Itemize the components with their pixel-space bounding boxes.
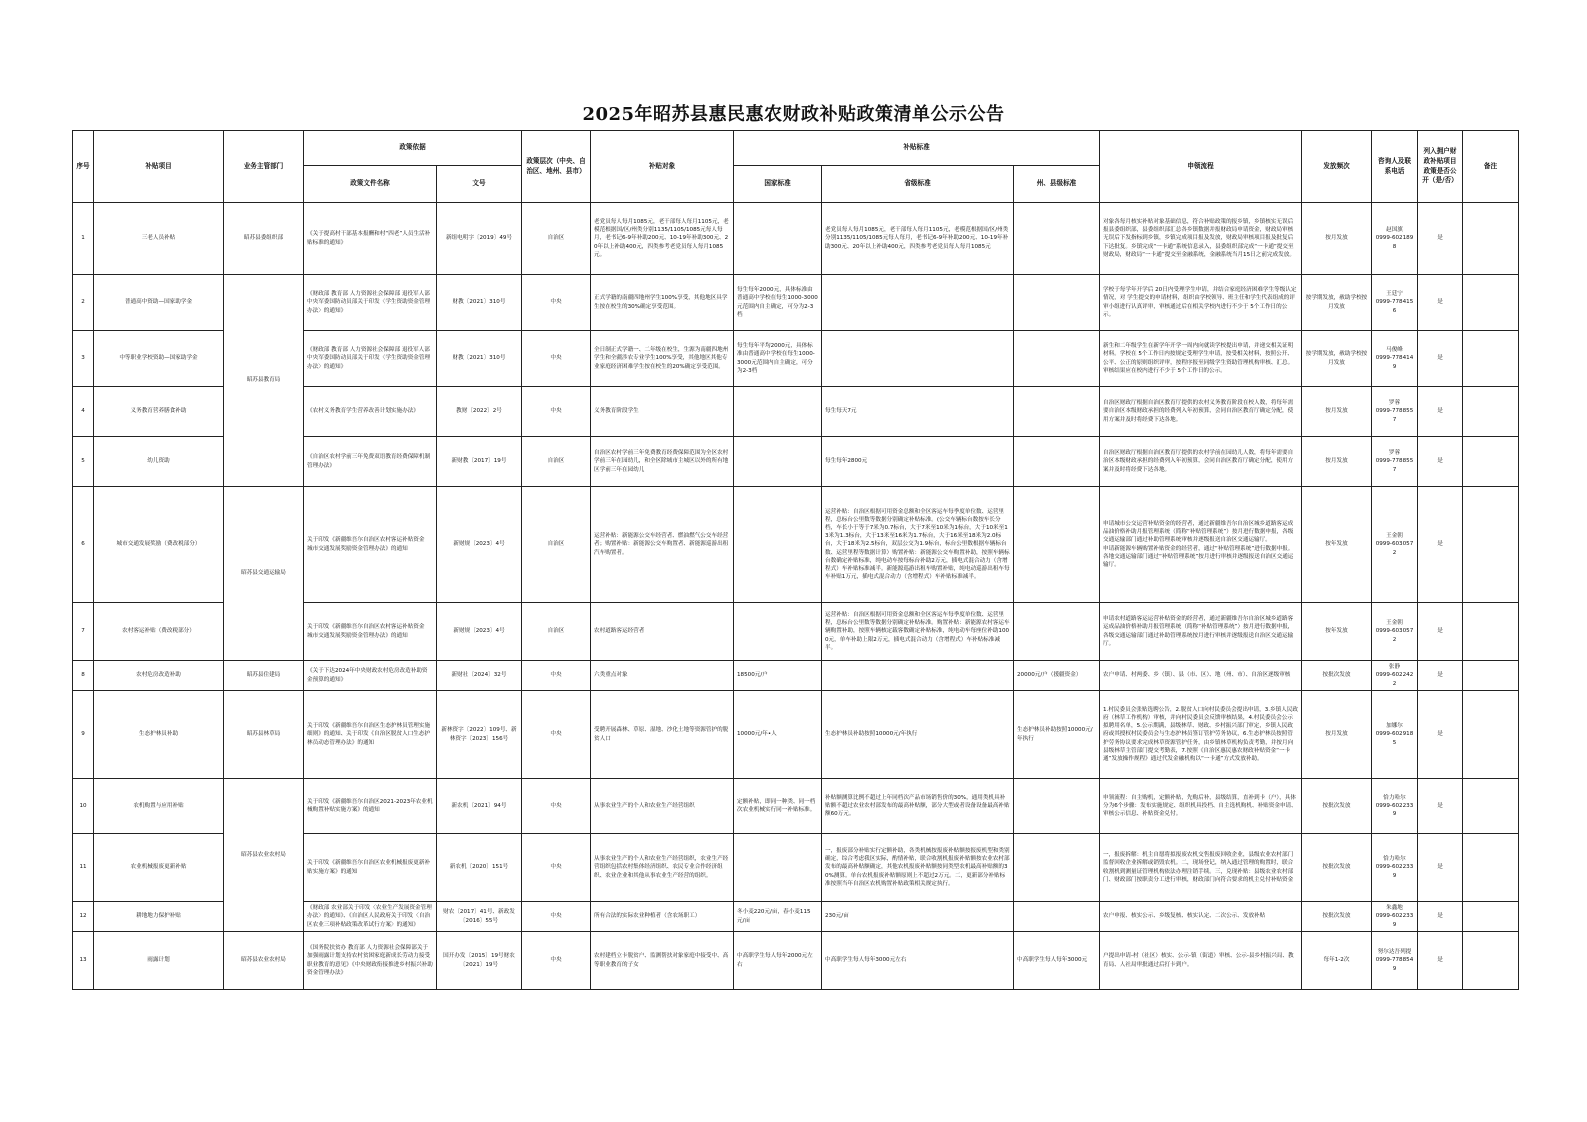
cell-policy: 《农村义务教育学生营养改善计划实施办法》 [304, 387, 437, 437]
cell-process: 申请城市公交运营补贴资金的经营者，通过新疆维吾尔自治区城乡道路客运成品油价格补助月报管理系统（简称“补贴管理系统”）按月进行数据申报，各级交通运输部门通过补助管理系统审核并逐级报送自治区交通运输厅。 申请新能源车辆购置补贴资金的经营者，通过“补贴管理系统”进行数据申报。各地交通运输部门通过“补贴管理系统”按月进行审核并逐级报送自治区交通运输厅。 [1100, 487, 1302, 603]
cell-province: 一，报废部分补贴实行定额补助，各类机械按报废补贴额按报废机型和类别确定，综合考虑我区实际，酌情补贴，联合收割机报废补贴额按农业农村部发布的最高补贴额确定，其他农机报废补贴额按同类型农机最高补贴额的30%测算。单台农机报废补贴额原则上不超过2万元。二，更新部分补贴标准按照当年自治区农机购置补贴政策相关规定执行。 [822, 834, 1014, 902]
cell-county [1014, 603, 1100, 661]
cell-national [734, 834, 822, 902]
cell-seq: 11 [73, 834, 94, 902]
cell-level: 中央 [522, 902, 591, 932]
cell-county: 20000元/户（援疆资金） [1014, 661, 1100, 691]
cell-level: 自治区 [522, 203, 591, 275]
cell-contact: 马俊峰 0999-7784149 [1372, 331, 1418, 387]
header-basis: 政策依据 [304, 131, 522, 166]
page-title: 2025年昭苏县惠民惠农财政补贴政策清单公示公告 [582, 104, 1005, 125]
table-header [73, 131, 1519, 203]
cell-public: 是 [1418, 331, 1463, 387]
cell-item: 普通高中资助—国家助学金 [94, 275, 224, 331]
cell-target: 受聘开展森林、草原、湿地、沙化土地等资源管护的脱贫人口 [591, 691, 734, 779]
cell-note [1463, 331, 1519, 387]
cell-freq: 按批次发放 [1302, 661, 1372, 691]
table-row [73, 487, 1519, 603]
cell-policy: 《自治区农村学前三年免费双语教育经费保障机制管理办法》 [304, 437, 437, 487]
cell-county [1014, 275, 1100, 331]
cell-item: 城市交通发展奖励（费改税部分） [94, 487, 224, 603]
table-row [73, 932, 1519, 990]
cell-public: 是 [1418, 779, 1463, 834]
cell-seq: 6 [73, 487, 94, 603]
cell-province: 运营补贴：自治区根据可用资金总额和全区客运车每季度单位数、运营里程，总标台公里数等数据分别确定补贴标准。购置补贴：新能源农村客运车辆购置补助，按照车辆核定载客数确定补贴标准，纯电动车每座位补助1000元，单车补助上限2万元，插电式混合动力（含增程式）车补贴标准减半。 [822, 603, 1014, 661]
cell-note [1463, 387, 1519, 437]
cell-policy: 《关于提高村干部基本报酬和村“四老”人员生活补贴标准的通知》 [304, 203, 437, 275]
cell-process: 一，报废拆解：机主自愿将拟报废农机交售报废回收企业，县级农业农村部门监督回收企业拆解或销毁农机。二，现场登记，纳入通过管理的购置时，联合收割机到测量证管理机构依法办理注销手续。三，兑现补贴：县级农业农村部门、财政部门按职责分工进行审核，财政部门向符合要求的机主兑付补贴资金 [1100, 834, 1302, 902]
header-target: 补贴对象 [591, 131, 734, 203]
cell-item: 三老人员补贴 [94, 203, 224, 275]
cell-note [1463, 779, 1519, 834]
cell-docno: 新组电明字〔2019〕49号 [437, 203, 522, 275]
cell-public: 是 [1418, 487, 1463, 603]
cell-docno: 国开办发〔2015〕19号财农〔2021〕19号 [437, 932, 522, 990]
cell-freq: 按年发放 [1302, 487, 1372, 603]
cell-level: 中央 [522, 275, 591, 331]
cell-target: 老党员每人每月1085元，老干部每人每月1105元，老模范根据国/区/州类分别1135/1105/1085元每人每月，老书记6-9年补助200元、10-19年补助300元、20年以上补助400元，四类参考老党员每人每月1085元。 [591, 203, 734, 275]
cell-note [1463, 691, 1519, 779]
cell-process: 新生和二年级学生在新学年开学一周内向就读学校提出申请，并递交相关证明材料。学校在 5个工作日内按规定受理学生申请，按受相关材料，按照公开、公平、公正的原则组织评审，按程序报至同级学生资助管理机构审核、汇总。审核结果应在校内进行不少于 5个工作日的公示。 [1100, 331, 1302, 387]
cell-item: 农村危房改造补助 [94, 661, 224, 691]
cell-docno: 新农机〔2020〕151号 [437, 834, 522, 902]
cell-seq: 12 [73, 902, 94, 932]
cell-target: 义务教育阶段学生 [591, 387, 734, 437]
cell-policy: 关于印发《新疆维吾尔自治区农业机械报废更新补贴实施方案》的通知 [304, 834, 437, 902]
cell-level: 自治区 [522, 487, 591, 603]
cell-contact: 罗蓉 0999-7788557 [1372, 437, 1418, 487]
cell-national [734, 437, 822, 487]
cell-province: 每生每年2800元 [822, 437, 1014, 487]
cell-seq: 9 [73, 691, 94, 779]
cell-seq: 13 [73, 932, 94, 990]
cell-docno: 新财规〔2023〕4号 [437, 487, 522, 603]
cell-province: 运营补贴：自治区根据可用资金总额和全区客运车每季度单位数、运营里程，总标台公里数等数据分别确定补贴标准。(公交车辆标台数按车长分档，车长小于等于7米为0.7标台，大于7米至10米为1标台，大于10米至13米为1.3标台，大于13米至16米为1.7标台，大于16米至18米为2.0标台，大于18米为2.5标台，双层公交为1.9标台，标台公里数根据车辆标台数、运营里程等数据计算）购置补贴：新能源公交车购置补助，按照车辆标台数确定补贴标准，纯电动车按每标台补助2万元，插电式混合动力（含增程式）车补贴标准减半。新能源巡游出租车购置补贴，纯电动巡游出租车每车补贴1万元，插电式混合动力（含增程式）车补贴标准减半。 [822, 487, 1014, 603]
cell-public: 是 [1418, 603, 1463, 661]
header-contact: 咨询人及联系电话 [1372, 131, 1418, 203]
cell-national [734, 203, 822, 275]
cell-docno: 财教〔2021〕310号 [437, 331, 522, 387]
header-process: 申领流程 [1100, 131, 1302, 203]
cell-dept: 昭苏县林草局 [224, 691, 304, 779]
cell-policy: 《财政部 农业部关于印发〈农业生产发展资金管理办法〉的通知》、《自治区人民政府关于印发〈自治区农业三项补贴政策改革试行方案〉的通知》 [304, 902, 437, 932]
cell-dept: 昭苏县农业农村局 [224, 779, 304, 932]
table-row [73, 661, 1519, 691]
cell-province: 老党员每人每月1085元，老干部每人每月1105元，老模范根据国/区/州类分别1135/1105/1085元每人每月，老书记6-9年补助200元、10-19年补助300元、20年以上补助400元，四类参考老党员每人每月1085元 [822, 203, 1014, 275]
cell-item: 中等职业学校资助—国家助学金 [94, 331, 224, 387]
cell-seq: 2 [73, 275, 94, 331]
cell-policy: 关于印发《新疆维吾尔自治区农村客运补贴资金 城市交通发展奖励资金管理办法》的通知 [304, 603, 437, 661]
cell-county: 中高职学生每人每年3000元 [1014, 932, 1100, 990]
cell-freq: 按月发放 [1302, 437, 1372, 487]
cell-seq: 4 [73, 387, 94, 437]
cell-process: 户提出申请-村（社区）核实、公示-镇（街道）审核、公示-县乡村振兴局、教育局、人社局审批通过后打卡到户。 [1100, 932, 1302, 990]
cell-dept: 昭苏县委组织部 [224, 203, 304, 275]
cell-level: 自治区 [522, 603, 591, 661]
cell-national: 冬小麦220元/亩，春小麦115元/亩 [734, 902, 822, 932]
cell-freq: 按学期发放，赦助学校按月发放 [1302, 331, 1372, 387]
cell-note [1463, 834, 1519, 902]
cell-item: 耕地地力保护补贴 [94, 902, 224, 932]
cell-county [1014, 331, 1100, 387]
cell-county [1014, 779, 1100, 834]
header-public: 列入拥户财政补贴项目政策是否公开（是/否） [1418, 131, 1463, 203]
cell-county [1014, 902, 1100, 932]
cell-contact: 王廷宁 0999-7784156 [1372, 275, 1418, 331]
cell-national: 10000元/年•人 [734, 691, 822, 779]
cell-contact: 罗蓉 0999-7788557 [1372, 387, 1418, 437]
cell-target: 农村建档立卡脱贫户、监测帮扶对象家庭中接受中、高等职业教育的子女 [591, 932, 734, 990]
cell-process: 对象各每月核实补贴对象基础信息，符合补贴政策的报乡镇，乡镇核实无误后报县委组织部，县委组织部汇总各乡镇数据并报财政局申请资金，财政局审核无误后下发指标到乡镇，乡镇完成项目报及发放，财政局审核项目报及批复后下达批复。乡镇完成“一卡通”系统信息录入，县委组织部完成“一卡通”提交至财政局，财政局“一卡通”提交至金融系统，金融系统当月15日之前完成发放。 [1100, 203, 1302, 275]
header-item: 补贴项目 [94, 131, 224, 203]
cell-seq: 7 [73, 603, 94, 661]
cell-dept: 昭苏县交通运输局 [224, 487, 304, 661]
cell-item: 农业机械报废更新补贴 [94, 834, 224, 902]
cell-note [1463, 275, 1519, 331]
cell-docno: 新财教〔2017〕19号 [437, 437, 522, 487]
cell-public: 是 [1418, 387, 1463, 437]
cell-freq: 按月发放 [1302, 691, 1372, 779]
cell-target: 从事农业生产的个人和农业生产经营组织 [591, 779, 734, 834]
cell-process: 自治区财政厅根据自治区教育厅提供的农村义务教育阶段在校人数，将每年需要自治区本级财政承担的经费列入年初预算，会同自治区教育厅确定分配，使用方案并及时将经费下达各地。 [1100, 387, 1302, 437]
cell-province: 生态护林员补助按照10000元/年执行 [822, 691, 1014, 779]
cell-item: 义务教育营养膳食补助 [94, 387, 224, 437]
cell-note [1463, 603, 1519, 661]
cell-public: 是 [1418, 437, 1463, 487]
cell-dept: 昭苏县住建局 [224, 661, 304, 691]
header-standard: 补贴标准 [734, 131, 1100, 166]
subsidy-table [72, 130, 1519, 990]
cell-seq: 8 [73, 661, 94, 691]
table-body [73, 203, 1519, 990]
cell-public: 是 [1418, 932, 1463, 990]
cell-freq: 按月发放 [1302, 387, 1372, 437]
cell-national: 每生每年平均2000元，具体标准由普通高中学校在每生1000-3000元范围内自主确定，可分为2-3档 [734, 331, 822, 387]
header-basis-no: 文号 [437, 166, 522, 203]
cell-level: 自治区 [522, 437, 591, 487]
cell-county [1014, 487, 1100, 603]
cell-contact: 恰力哈尔 0999-6022339 [1372, 834, 1418, 902]
cell-level: 中央 [522, 387, 591, 437]
cell-level: 中央 [522, 779, 591, 834]
cell-note [1463, 437, 1519, 487]
cell-seq: 1 [73, 203, 94, 275]
cell-policy: 关于印发《新疆维吾尔自治区农村客运补贴资金 城市交通发展奖励资金管理办法》的通知 [304, 487, 437, 603]
cell-target: 自治区农村学前三年免费教育经费保障范围为全区农村学前三年在园幼儿，和全区除城市主城区以外的所有地区学前三年在园幼儿 [591, 437, 734, 487]
cell-freq: 按批次发放 [1302, 834, 1372, 902]
cell-province: 每生每天7元 [822, 387, 1014, 437]
header-std-county: 州、县级标准 [1014, 166, 1100, 203]
cell-public: 是 [1418, 275, 1463, 331]
cell-policy: 《财政部 教育部 人力资源社会保障部 退役军人部 中央军委国防动员部关于印发〈学生资助资金管理办法〉的通知》 [304, 275, 437, 331]
cell-public: 是 [1418, 661, 1463, 691]
cell-contact: 张静 0999-6022422 [1372, 661, 1418, 691]
cell-policy: 《财政部 教育部 人力资源社会保障部 退役军人部 中央军委国防动员部关于印发〈学生资助资金管理办法〉的通知》 [304, 331, 437, 387]
cell-national [734, 603, 822, 661]
cell-process: 1.村民委员会张贴选聘公告，2.脱贫人口向村民委员会提出申请，3.乡镇人民政府（林草工作机构）审核，并向村民委员会反馈审核结果，4.村民委员会公示拟聘用名单，5.公示期满，县级林草、财政、乡村振兴部门审定，乡镇人民政府或其授权村民委员会与生态护林员签订管护劳务协议，6.生态护林员按照管护劳务协议要求完成林草资源管护任务，由乡镇林草机构负责考勤，并按月向县级林草主管部门提交考勤表，7.按照《自治区惠民惠农财政补贴资金“一卡通”发放操作规程》通过代发金融机构以“一卡通”方式发放补助。 [1100, 691, 1302, 779]
cell-seq: 10 [73, 779, 94, 834]
cell-process: 学校于每学年开学后 20日内受理学生申请，并结合家庭经济困难学生等级认定情况，对 学生提交的申请材料，组织由学校领导、班主任和学生代表组成的评审小组进行认真评审，审核通过后在相关学校内进行不少于 5个工作日的公示。 [1100, 275, 1302, 331]
cell-policy: 关于印发《新疆维吾尔自治区2021-2023年农业机械购置补贴实施方案》的通知 [304, 779, 437, 834]
cell-seq: 5 [73, 437, 94, 487]
cell-freq: 按月发放 [1302, 203, 1372, 275]
cell-public: 是 [1418, 203, 1463, 275]
cell-target: 农村道路客运经营者 [591, 603, 734, 661]
cell-public: 是 [1418, 691, 1463, 779]
cell-freq: 每年1-2次 [1302, 932, 1372, 990]
cell-note [1463, 932, 1519, 990]
cell-level: 中央 [522, 331, 591, 387]
cell-freq: 按学期发放，赦助学校按月发放 [1302, 275, 1372, 331]
cell-item: 幼儿资助 [94, 437, 224, 487]
cell-docno: 财农〔2017〕41号、新政发〔2016〕55号 [437, 902, 522, 932]
table-row [73, 691, 1519, 779]
cell-process: 申领流程：自主购机，定额补贴，先购后补，县级结算，直补到卡（户），具体分为6个步骤：发布实施规定、组织机具投档、自主选机购机、补贴资金申请、审核公示信息、补贴资金兑付。 [1100, 779, 1302, 834]
cell-item: 农机购置与应用补贴 [94, 779, 224, 834]
cell-national: 中高职学生每人每年2000元左右 [734, 932, 822, 990]
cell-province [822, 661, 1014, 691]
cell-docno: 新财社〔2024〕32号 [437, 661, 522, 691]
cell-county: 生态护林员补助按照10000元/年执行 [1014, 691, 1100, 779]
cell-policy: 《关于下达2024年中央财政农村危房改造补助资金预算的通知》 [304, 661, 437, 691]
header-level: 政策层次（中央、自治区、地州、县市） [522, 131, 591, 203]
cell-target: 从事农业生产的个人和农业生产经营组织，农业生产经营组织包括农村集体经济组织、农民专业合作经济组织、农业企业和其他从事农业生产经营的组织。 [591, 834, 734, 902]
cell-target: 正式学籍的南疆四地州学生100%享受，其他地区具学生按在校生的30%确定享受范围。 [591, 275, 734, 331]
cell-contact: 赵国旗 0999-6021898 [1372, 203, 1418, 275]
cell-freq: 按批次发放 [1302, 779, 1372, 834]
cell-contact: 王金朝 0999-6030572 [1372, 603, 1418, 661]
cell-contact: 恰力哈尔 0999-6022339 [1372, 779, 1418, 834]
cell-national: 每生每年2000元，具体标准由普通高中学校在每生1000-3000元范围内自主确定，可分为2-3档 [734, 275, 822, 331]
table-row [73, 275, 1519, 331]
cell-public: 是 [1418, 902, 1463, 932]
header-freq: 发放频次 [1302, 131, 1372, 203]
cell-dept: 昭苏县教育局 [224, 275, 304, 487]
header-seq: 序号 [73, 131, 94, 203]
cell-county [1014, 387, 1100, 437]
cell-note [1463, 203, 1519, 275]
cell-docno: 新农机〔2021〕94号 [437, 779, 522, 834]
cell-docno: 教财〔2022〕2号 [437, 387, 522, 437]
cell-item: 生态护林员补助 [94, 691, 224, 779]
header-std-province: 省级标准 [822, 166, 1014, 203]
cell-item: 农村客运补贴（费改税部分） [94, 603, 224, 661]
cell-national [734, 487, 822, 603]
cell-docno: 新财规〔2023〕4号 [437, 603, 522, 661]
cell-level: 中央 [522, 932, 591, 990]
cell-note [1463, 487, 1519, 603]
cell-target: 所有合法的实际农业种植者（含农场职工） [591, 902, 734, 932]
cell-province: 补贴额测算比例不超过上年同档次产品市场销售价的30%，通用类机具补贴额不超过农业农村部发布的最高补贴额，部分大型或者设备设备最高补贴额60万元。 [822, 779, 1014, 834]
table-row [73, 203, 1519, 275]
table-row [73, 779, 1519, 834]
header-dept: 业务主管部门 [224, 131, 304, 203]
cell-county [1014, 203, 1100, 275]
header-note: 备注 [1463, 131, 1519, 203]
cell-national [734, 387, 822, 437]
cell-province [822, 331, 1014, 387]
header-std-national: 国家标准 [734, 166, 822, 203]
cell-contact: 努尔达吾列提 0999-7788549 [1372, 932, 1418, 990]
cell-province: 230元/亩 [822, 902, 1014, 932]
cell-contact: 朱鑫地 0999-6022339 [1372, 902, 1418, 932]
cell-public: 是 [1418, 834, 1463, 902]
cell-level: 中央 [522, 661, 591, 691]
cell-policy: 关于印发《新疆维吾尔自治区生态护林员管理实施细则》的通知、关于印发《自治区脱贫人口生态护林员动态管理办法》的通知 [304, 691, 437, 779]
cell-process: 申请农村道路客运运营补贴资金的经营者，通过新疆维吾尔自治区城乡道路客运成品油价格补助月报管理系统（简称“补贴管理系统”）按月进行数据申报，各级交通运输部门通过补助管理系统按月进行审核并逐级报送自治区交通运输厅。 [1100, 603, 1302, 661]
cell-level: 中央 [522, 691, 591, 779]
cell-contact: 王金朝 0999-6030572 [1372, 487, 1418, 603]
cell-note [1463, 902, 1519, 932]
cell-national: 18500元/户 [734, 661, 822, 691]
cell-note [1463, 661, 1519, 691]
cell-province [822, 275, 1014, 331]
cell-contact: 加娜尔 0999-6029185 [1372, 691, 1418, 779]
cell-target: 六类重点对象 [591, 661, 734, 691]
cell-seq: 3 [73, 331, 94, 387]
cell-target: 全日制正式学籍一、二年级在校生，生源为南疆四地州学生和全疆涉农专业学生100%享受，其他地区其他专业家庭经济困难学生按在校生的20%确定享受范围。 [591, 331, 734, 387]
cell-docno: 新林资字〔2022〕109号、新林资字〔2023〕156号 [437, 691, 522, 779]
cell-docno: 财教〔2021〕310号 [437, 275, 522, 331]
cell-dept: 昭苏县农业农村局 [224, 932, 304, 990]
cell-process: 农户申报、核实公示、乡级复核、核实认定、二次公示、发放补贴 [1100, 902, 1302, 932]
cell-freq: 按批次发放 [1302, 902, 1372, 932]
cell-county [1014, 834, 1100, 902]
cell-national: 定额补贴，即同一种类、同一档次农业机械实行同一补贴标准。 [734, 779, 822, 834]
cell-county [1014, 437, 1100, 487]
cell-process: 自治区财政厅根据自治区教育厅提供的农村学前在园幼儿人数，将每年需要自治区本级财政承担的经费列入年初预算，会同自治区教育厅确定分配，使用方案并及时将经费下达各地。 [1100, 437, 1302, 487]
cell-policy: 《国务院扶贫办 教育部 人力资源社会保障部关于加强雨露计划支持农村贫困家庭新成长劳动力接受职业教育的意见》《中央财政衔接推进乡村振兴补助资金管理办法》 [304, 932, 437, 990]
cell-item: 雨露计划 [94, 932, 224, 990]
header-basis-name: 政策文件名称 [304, 166, 437, 203]
cell-process: 农户申请、村两委、乡（镇）、县（市、区）、地（州、市）、自治区逐级审核 [1100, 661, 1302, 691]
cell-freq: 按年发放 [1302, 603, 1372, 661]
cell-target: 运营补贴：新能源公交车经营者、燃油燃气公交车经营者；购置补贴：新能源公交车购置者、新能源巡游出租汽车购置者。 [591, 487, 734, 603]
cell-province: 中高职学生每人每年3000元左右 [822, 932, 1014, 990]
cell-level: 中央 [522, 834, 591, 902]
